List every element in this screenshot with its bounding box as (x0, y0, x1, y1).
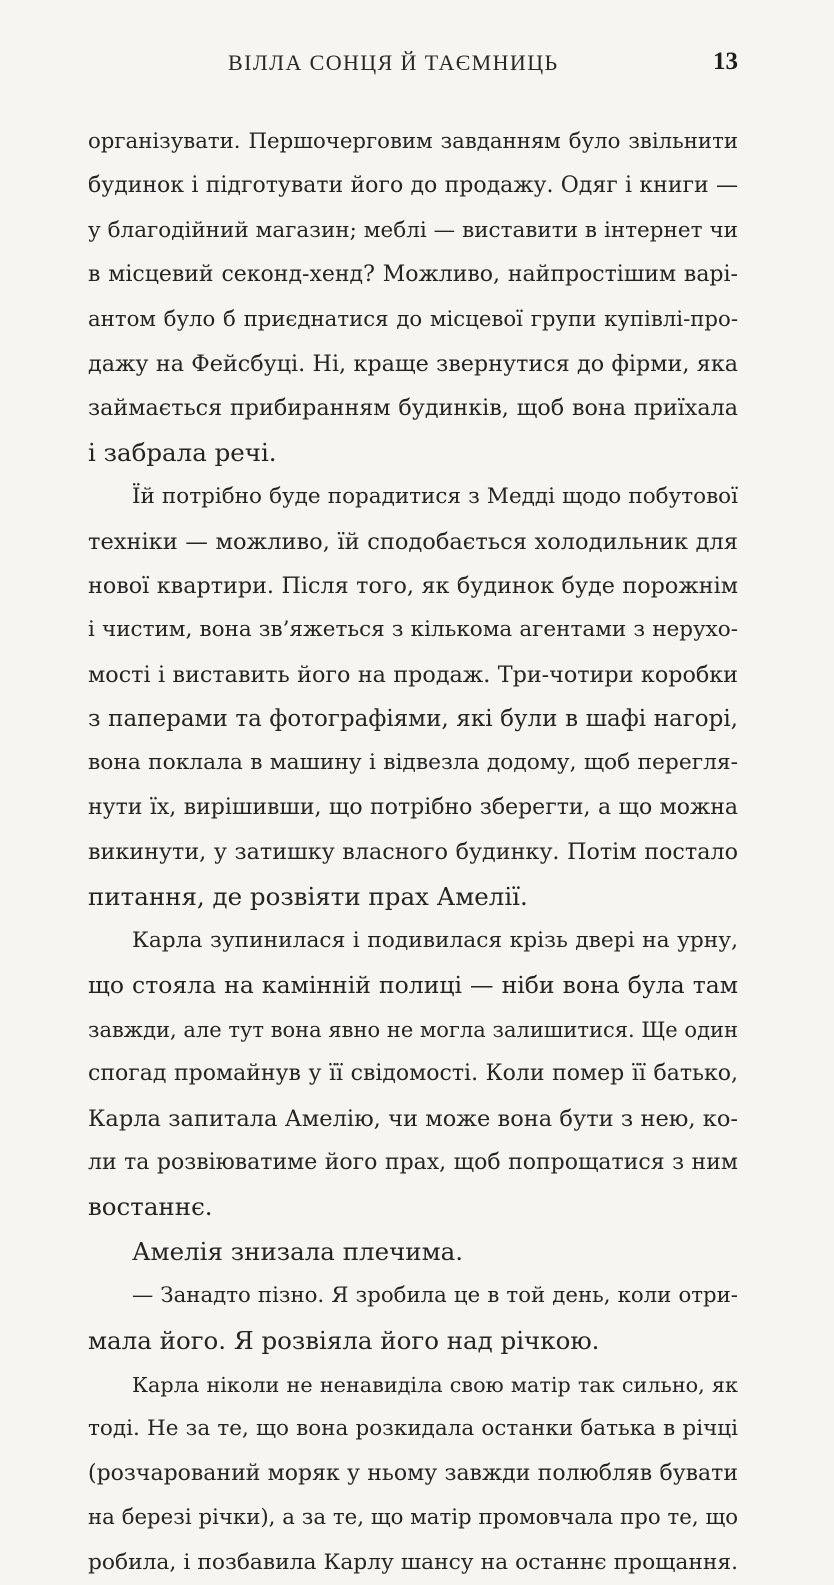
text-line: Їй потрібно буде порадитися з Медді щодо побутової (132, 484, 738, 510)
text-line: мала його. Я розвіяла його над річкою. (88, 1325, 600, 1355)
text-line: на березі річки), а за те, що матір промовчала про те, що (88, 1505, 738, 1531)
text-line: будинок і підготувати його до продажу. Одяг і книги — (88, 173, 738, 199)
page-number: 13 (713, 48, 738, 75)
text-line: Амелія знизала плечима. (132, 1236, 464, 1266)
text-line: організувати. Першочерговим завданням було звільнити (88, 129, 738, 154)
text-line: ли та розвіюватиме його прах, щоб попрощатися з ним (88, 1149, 738, 1175)
text-line: Карла ніколи не ненавиділа свою матір так сильно, як (132, 1372, 738, 1397)
text-line: техніки — можливо, їй сподобається холодильник для (88, 528, 738, 555)
text-line: завжди, але тут вона явно не могла залишитися. Ще один (88, 1017, 738, 1042)
text-line: що стояла на камінній полиці — ніби вона була там (88, 971, 738, 1000)
text-line: Карла запитала Амелію, чи може вона бути з нею, ко- (88, 1105, 738, 1132)
body-text (88, 120, 738, 1585)
text-line: — Занадто пізно. Я зробила це в той день, коли отри- (132, 1283, 738, 1309)
text-line: востаннє. (88, 1192, 213, 1222)
text-line: у благодійний магазин; меблі — виставити в інтернет чи (88, 217, 738, 243)
text-line: вона поклала в машину і відвезла додому, щоб перегля- (88, 750, 738, 776)
text-line: з паперами та фотографіями, які були в шафі нагорі, (88, 706, 738, 733)
text-line: робила, і позбавила Карлу шансу на останнє прощання. (88, 1549, 738, 1575)
text-line: антом було б приєднатися до місцевої групи купівлі-про- (88, 306, 738, 332)
text-line: дажу на Фейсбуці. Ні, краще звернутися до фірми, яка (88, 350, 738, 377)
text-line: питання, де розвіяти прах Амелії. (88, 881, 528, 911)
text-line: тоді. Не за те, що вона розкидала останки батька в річці (88, 1416, 738, 1442)
text-line: (розчарований моряк у ньому завжди полюбляв бувати (88, 1460, 738, 1486)
text-line: нути їх, вирішивши, що потрібно зберегти, а що можна (88, 794, 738, 820)
text-line: спогад промайнув у її свідомості. Коли помер її батько, (88, 1061, 738, 1087)
text-line: в місцевий секонд-хенд? Можливо, найпростішим варі- (88, 262, 738, 288)
running-title: ВІЛЛА СОНЦЯ Й ТАЄМНИЦЬ (228, 50, 559, 75)
text-line: і забрала речі. (88, 437, 277, 467)
text-line: нової квартири. Після того, як будинок буде порожнім (88, 572, 738, 599)
text-line: займається прибиранням будинків, щоб вона приїхала (88, 395, 738, 422)
text-line: і чистим, вона зв’яжеться з кількома агентами з нерухо- (88, 617, 738, 643)
text-line: мості і виставить його на продаж. Три-чотири коробки (88, 661, 738, 688)
text-line: Карла зупинилася і подивилася крізь двері на урну, (132, 928, 738, 954)
text-line: викинути, у затишку власного будинку. Потім постало (88, 839, 738, 866)
